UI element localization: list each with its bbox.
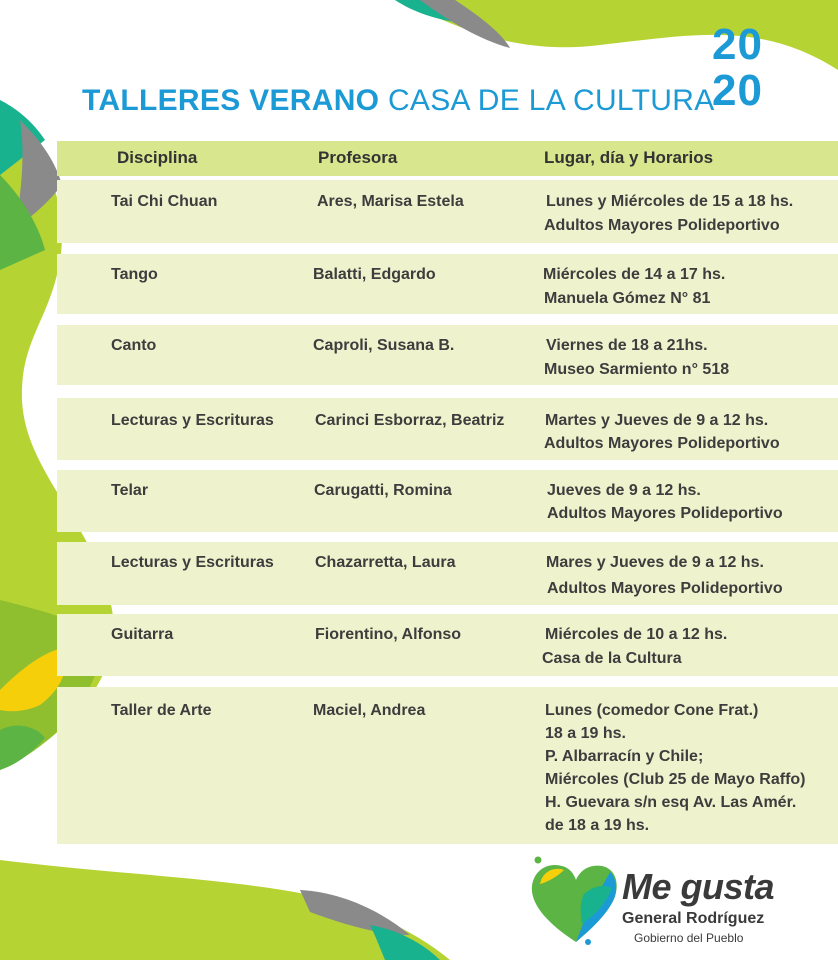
left-green-bottom-shape [0, 726, 45, 770]
cell-lugar-line: H. Guevara s/n esq Av. Las Amér. [545, 794, 797, 811]
cell-profesora: Maciel, Andrea [313, 702, 426, 719]
cell-disciplina: Tai Chi Chuan [111, 193, 218, 210]
cell-profesora: Fiorentino, Alfonso [315, 626, 462, 643]
page-title [82, 84, 715, 118]
year-bottom: 20 [712, 66, 763, 115]
header-lugar: Lugar, día y Horarios [544, 148, 714, 167]
cell-profesora: Carinci Esborraz, Beatriz [315, 412, 505, 429]
cell-disciplina: Taller de Arte [111, 702, 212, 719]
cell-lugar-line: Lunes (comedor Cone Frat.) [545, 702, 759, 719]
cell-lugar-line: Casa de la Cultura [542, 650, 682, 667]
cell-disciplina: Tango [111, 266, 158, 283]
cell-lugar-line: Jueves de 9 a 12 hs. [547, 482, 701, 499]
logo-location-text: General Rodríguez [622, 910, 765, 927]
cell-profesora: Carugatti, Romina [314, 482, 452, 499]
cell-profesora: Balatti, Edgardo [313, 266, 436, 283]
title-regular: CASA DE LA CULTURA [387, 84, 715, 117]
cell-lugar-line: Museo Sarmiento n° 518 [544, 361, 730, 378]
cell-lugar-line: Manuela Gómez N° 81 [544, 290, 711, 307]
cell-profesora: Ares, Marisa Estela [317, 193, 464, 210]
title-bold: TALLERES VERANO [82, 84, 380, 117]
cell-lugar-line: Adultos Mayores Polideportivo [547, 580, 783, 597]
cell-profesora: Caproli, Susana B. [313, 337, 455, 354]
cell-lugar-line: Viernes de 18 a 21hs. [546, 337, 708, 354]
cell-lugar-line: Martes y Jueves de 9 a 12 hs. [545, 412, 769, 429]
cell-lugar-line: Adultos Mayores Polideportivo [544, 217, 780, 234]
cell-disciplina: Lecturas y Escrituras [111, 554, 274, 571]
cell-lugar-line: 18 a 19 hs. [545, 725, 626, 742]
cell-lugar-line: Adultos Mayores Polideportivo [544, 435, 780, 452]
cell-lugar-line: Lunes y Miércoles de 15 a 18 hs. [546, 193, 794, 210]
cell-lugar-line: Mares y Jueves de 9 a 12 hs. [546, 554, 764, 571]
logo-slogan-text: Gobierno del Pueblo [634, 931, 744, 945]
header-profesora: Profesora [318, 148, 398, 167]
cell-disciplina: Telar [111, 482, 149, 499]
cell-lugar-line: Adultos Mayores Polideportivo [547, 505, 783, 522]
cell-lugar-line: P. Albarracín y Chile; [545, 748, 704, 765]
cell-lugar-line: Miércoles (Club 25 de Mayo Raffo) [545, 771, 806, 788]
header-disciplina: Disciplina [117, 148, 198, 167]
year-label [712, 22, 763, 114]
cell-lugar-line: Miércoles de 14 a 17 hs. [543, 266, 726, 283]
cell-profesora: Chazarretta, Laura [315, 554, 456, 571]
cell-lugar-line: de 18 a 19 hs. [545, 817, 650, 834]
cell-disciplina: Lecturas y Escrituras [111, 412, 274, 429]
cell-lugar-line: Miércoles de 10 a 12 hs. [545, 626, 728, 643]
cell-disciplina: Guitarra [111, 626, 174, 643]
year-top: 20 [712, 20, 763, 69]
cell-disciplina: Canto [111, 337, 157, 354]
logo-brand-text: Me gusta [622, 866, 775, 907]
